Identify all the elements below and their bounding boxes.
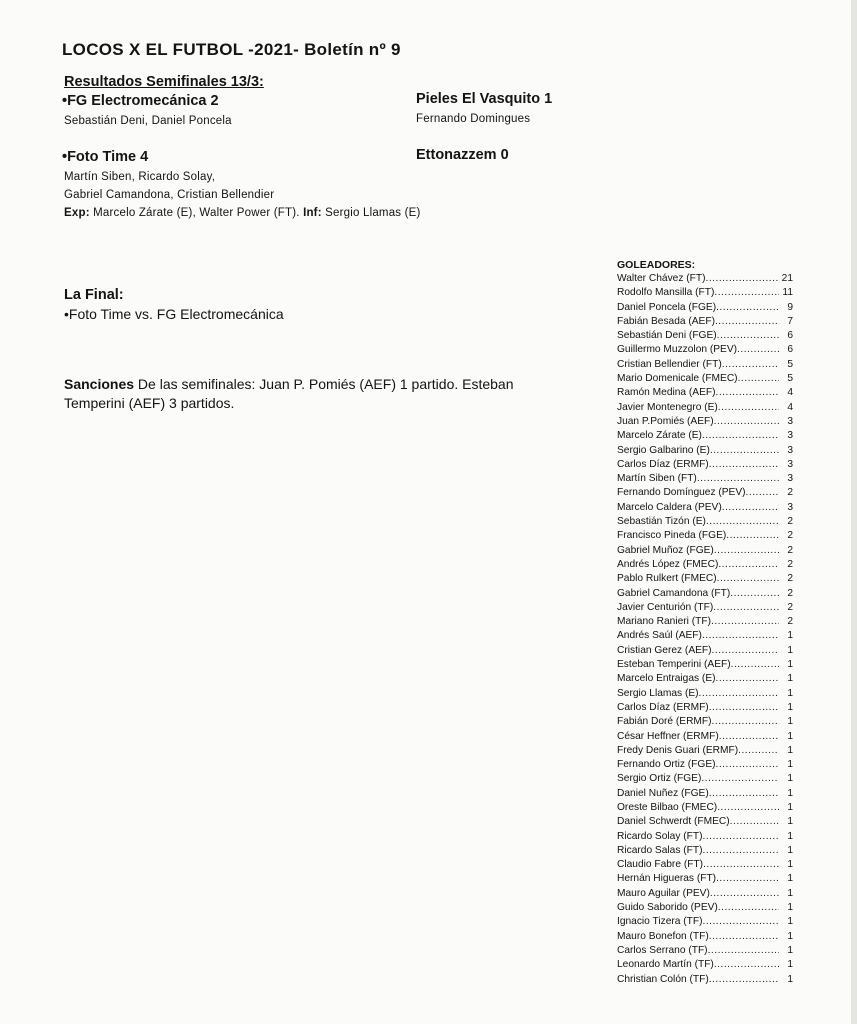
dot-leader <box>716 301 779 315</box>
scorer-row <box>617 587 793 601</box>
scorer-row <box>617 501 793 515</box>
scorer-goals: 6 <box>787 330 793 342</box>
scorer-name: Marcelo Zárate (E) <box>617 430 702 442</box>
scorer-row <box>617 558 793 572</box>
semifinal-2-away-team: Ettonazzem 0 <box>416 147 509 163</box>
semifinal-1-home-team: •FG Electromecánica 2 <box>62 93 219 109</box>
scorer-goals: 1 <box>787 830 793 842</box>
scorer-row <box>617 787 793 801</box>
scorer-row <box>617 858 793 872</box>
dot-leader <box>712 644 779 658</box>
scorer-name: Gabriel Camandona (FT) <box>617 587 731 599</box>
scorer-row <box>617 844 793 858</box>
scorer-name: Hernán Higueras (FT) <box>617 873 717 885</box>
scorer-name: Guillermo Muzzolon (PEV) <box>617 344 738 356</box>
scorer-goals: 1 <box>787 944 793 956</box>
scorer-goals: 3 <box>787 458 793 470</box>
scorer-goals: 5 <box>787 358 793 370</box>
scorer-row <box>617 301 793 315</box>
scorer-name: Ramón Medina (AEF) <box>617 387 716 399</box>
dot-leader <box>709 973 779 987</box>
scorer-name: Sebastián Tizón (E) <box>617 516 706 528</box>
dot-leader <box>709 930 779 944</box>
scorer-row <box>617 372 793 386</box>
scorer-row <box>617 343 793 357</box>
scorer-goals: 1 <box>787 701 793 713</box>
dot-leader <box>726 529 779 543</box>
dot-leader <box>716 672 779 686</box>
scorer-name: Ricardo Salas (FT) <box>617 844 703 856</box>
scorer-name: Javier Centurión (TF) <box>617 601 714 613</box>
scorer-name: Cristian Gerez (AEF) <box>617 644 712 656</box>
scorer-name: Leonardo Martín (TF) <box>617 959 714 971</box>
exp-text: Marcelo Zárate (E), Walter Power (FT). <box>89 207 304 219</box>
dot-leader <box>719 730 779 744</box>
inf-text: Sergio Llamas (E) <box>321 207 421 219</box>
scorer-name: Rodolfo Mansilla (FT) <box>617 287 715 299</box>
dot-leader <box>738 372 779 386</box>
dot-leader <box>718 558 779 572</box>
scorer-goals: 2 <box>787 516 793 528</box>
scorer-goals: 1 <box>787 744 793 756</box>
dot-leader <box>716 872 779 886</box>
bulletin-title: LOCOS X EL FUTBOL -2021- Boletín nº 9 <box>62 40 401 59</box>
scorer-name: Fernando Ortiz (FGE) <box>617 759 716 771</box>
dot-leader <box>706 515 779 529</box>
dot-leader <box>702 629 779 643</box>
scorer-goals: 1 <box>787 887 793 899</box>
scorer-row <box>617 687 793 701</box>
scorer-goals: 1 <box>787 730 793 742</box>
scorer-name: Carlos Díaz (ERMF) <box>617 701 709 713</box>
scorer-name: Marcelo Entraigas (E) <box>617 673 716 685</box>
scorer-name: Christian Colón (TF) <box>617 973 709 985</box>
scorer-name: Walter Chávez (FT) <box>617 273 706 284</box>
scorer-name: Marcelo Caldera (PEV) <box>617 501 722 513</box>
scorer-goals: 7 <box>787 315 793 327</box>
scorer-goals: 1 <box>787 759 793 771</box>
scorer-name: Francisco Pineda (FGE) <box>617 530 727 542</box>
scorer-name: Andrés López (FMEC) <box>617 558 719 570</box>
scorer-name: Fabián Doré (ERMF) <box>617 716 712 728</box>
scorer-row <box>617 801 793 815</box>
scorer-goals: 1 <box>787 630 793 642</box>
scorer-goals: 2 <box>787 616 793 628</box>
dot-leader <box>702 830 779 844</box>
scorer-row <box>617 401 793 415</box>
semifinal-2-scorers-line-2: Gabriel Camandona, Cristian Bellendier <box>64 189 275 201</box>
dot-leader <box>716 386 779 400</box>
dot-leader <box>702 844 779 858</box>
scorer-row <box>617 515 793 529</box>
top-scorers-table <box>617 259 793 987</box>
scorer-name: Daniel Poncela (FGE) <box>617 301 717 313</box>
scorer-goals: 1 <box>787 659 793 671</box>
scorer-row <box>617 572 793 586</box>
scorer-goals: 1 <box>787 716 793 728</box>
dot-leader <box>717 572 779 586</box>
scorer-name: Sebastián Deni (FGE) <box>617 330 717 342</box>
dot-leader <box>712 715 779 729</box>
scorer-row <box>617 629 793 643</box>
scorer-goals: 1 <box>787 644 793 656</box>
scorer-goals: 4 <box>787 387 793 399</box>
dot-leader <box>697 472 779 486</box>
scorer-goals: 1 <box>787 844 793 856</box>
scorer-goals: 9 <box>787 301 793 313</box>
inf-label: Inf: <box>303 207 322 219</box>
dot-leader <box>715 315 779 329</box>
scorer-goals: 6 <box>787 344 793 356</box>
scorer-name: Cristian Bellendier (FT) <box>617 358 722 370</box>
dot-leader <box>714 544 779 558</box>
scorer-goals: 2 <box>787 573 793 585</box>
scorer-row <box>617 658 793 672</box>
sanctions-text: De las semifinales: Juan P. Pomiés (AEF) 1 partido. Esteban Temperini (AEF) 3 partidos. <box>64 376 514 411</box>
dot-leader <box>714 958 779 972</box>
dot-leader <box>714 415 779 429</box>
scorer-goals: 1 <box>787 687 793 699</box>
scorer-name: Daniel Nuñez (FGE) <box>617 787 709 799</box>
scorer-name: Guido Saborido (PEV) <box>617 902 718 914</box>
scorer-name: Carlos Díaz (ERMF) <box>617 458 709 470</box>
top-scorers-heading: GOLEADORES: <box>617 259 696 271</box>
scorer-name: Sergio Ortiz (FGE) <box>617 773 702 785</box>
scorer-name: Juan P.Pomiés (AEF) <box>617 415 714 427</box>
scorer-goals: 3 <box>787 444 793 456</box>
scorer-name: Mauro Aguilar (PEV) <box>617 887 710 899</box>
scorer-goals: 2 <box>787 558 793 570</box>
dot-leader <box>730 815 779 829</box>
scorer-goals: 3 <box>787 415 793 427</box>
scorer-row <box>617 329 793 343</box>
scorer-row <box>617 815 793 829</box>
scorer-row <box>617 701 793 715</box>
scorer-goals: 3 <box>787 501 793 513</box>
scorer-name: Mariano Ranieri (TF) <box>617 616 711 628</box>
scorer-row <box>617 644 793 658</box>
scorer-name: Javier Montenegro (E) <box>617 401 718 413</box>
scorer-name: Oreste Bilbao (FMEC) <box>617 801 718 813</box>
scorer-goals: 1 <box>787 930 793 942</box>
semifinal-2-home-team: •Foto Time 4 <box>62 149 149 165</box>
scorer-name: Esteban Temperini (AEF) <box>617 659 731 671</box>
dot-leader <box>717 801 779 815</box>
page-edge-shadow <box>851 0 857 1024</box>
scorer-name: Fernando Domínguez (PEV) <box>617 487 746 499</box>
scorer-row <box>617 887 793 901</box>
scorer-row <box>617 715 793 729</box>
dot-leader <box>714 286 779 300</box>
scorer-row <box>617 272 793 286</box>
scorer-goals: 5 <box>787 373 793 385</box>
dot-leader <box>713 601 779 615</box>
semifinal-2-cards-line <box>64 204 421 222</box>
scorer-row <box>617 486 793 500</box>
scorer-goals: 1 <box>787 973 793 985</box>
scorer-name: Andrés Saúl (AEF) <box>617 630 702 642</box>
scorer-name: Ricardo Solay (FT) <box>617 830 703 842</box>
sanctions-paragraph <box>64 375 564 413</box>
scorer-row <box>617 544 793 558</box>
scorer-goals: 1 <box>787 916 793 928</box>
semifinal-2-scorers-line-1: Martín Siben, Ricardo Solay, <box>64 171 216 183</box>
dot-leader <box>746 486 779 500</box>
dot-leader <box>731 658 779 672</box>
scorer-goals: 1 <box>787 673 793 685</box>
dot-leader <box>717 329 779 343</box>
dot-leader <box>710 444 779 458</box>
scorer-goals: 4 <box>787 401 793 413</box>
dot-leader <box>709 458 779 472</box>
scorer-row <box>617 744 793 758</box>
scorer-name: Mauro Bonefon (TF) <box>617 930 709 942</box>
top-scorers-list <box>617 272 793 987</box>
dot-leader <box>730 587 779 601</box>
scorer-name: Fredy Denis Guari (ERMF) <box>617 744 739 756</box>
dot-leader <box>701 772 779 786</box>
final-heading: La Final: <box>64 287 124 303</box>
scorer-row <box>617 286 793 300</box>
semifinal-1-home-scorers: Sebastián Deni, Daniel Poncela <box>64 115 232 127</box>
dot-leader <box>709 701 779 715</box>
scorer-row <box>617 458 793 472</box>
dot-leader <box>703 858 779 872</box>
scorer-row <box>617 944 793 958</box>
scorer-goals: 1 <box>787 773 793 785</box>
dot-leader <box>722 501 779 515</box>
dot-leader <box>702 429 779 443</box>
scorer-row <box>617 429 793 443</box>
scorer-row <box>617 872 793 886</box>
scorer-row <box>617 930 793 944</box>
scorer-name: Fabián Besada (AEF) <box>617 315 715 327</box>
dot-leader <box>718 901 779 915</box>
scorer-goals: 1 <box>787 859 793 871</box>
scorer-goals: 1 <box>787 787 793 799</box>
scorer-name: Claudio Fabre (FT) <box>617 859 704 871</box>
dot-leader <box>699 687 779 701</box>
dot-leader <box>708 944 779 958</box>
scorer-row <box>617 758 793 772</box>
scorer-goals: 1 <box>787 902 793 914</box>
scorer-row <box>617 358 793 372</box>
exp-label: Exp: <box>64 207 90 219</box>
dot-leader <box>711 615 779 629</box>
semifinal-1-away-scorers: Fernando Domingues <box>416 113 531 125</box>
scorer-goals: 2 <box>787 487 793 499</box>
scorer-row <box>617 315 793 329</box>
scorer-goals: 1 <box>787 873 793 885</box>
scorer-goals: 2 <box>787 544 793 556</box>
scorer-goals: 3 <box>787 430 793 442</box>
dot-leader <box>722 358 779 372</box>
dot-leader <box>718 401 779 415</box>
scorer-goals: 1 <box>787 816 793 828</box>
scorer-name: Pablo Rulkert (FMEC) <box>617 573 717 585</box>
scorer-row <box>617 973 793 987</box>
scorer-goals: 1 <box>787 801 793 813</box>
scorer-goals: 2 <box>787 601 793 613</box>
scorer-row <box>617 615 793 629</box>
scorer-name: Carlos Serrano (TF) <box>617 944 708 956</box>
results-heading: Resultados Semifinales 13/3: <box>64 74 264 90</box>
scorer-goals: 11 <box>782 287 793 299</box>
scorer-row <box>617 772 793 786</box>
scorer-goals: 21 <box>781 273 793 284</box>
dot-leader <box>710 887 779 901</box>
scorer-row <box>617 730 793 744</box>
scorer-goals: 2 <box>787 587 793 599</box>
scorer-row <box>617 830 793 844</box>
semifinal-2-home-scorers <box>64 168 421 222</box>
scorer-row <box>617 415 793 429</box>
scorer-row <box>617 386 793 400</box>
scorer-row <box>617 672 793 686</box>
scorer-name: Martín Siben (FT) <box>617 473 697 485</box>
scorer-name: Mario Domenicale (FMEC) <box>617 373 738 385</box>
dot-leader <box>737 343 779 357</box>
semifinal-1-away-team: Pieles El Vasquito 1 <box>416 91 553 107</box>
scorer-name: Ignacio Tizera (TF) <box>617 916 703 928</box>
scorer-row <box>617 529 793 543</box>
scorer-row <box>617 915 793 929</box>
scorer-row <box>617 901 793 915</box>
scorer-row <box>617 472 793 486</box>
dot-leader <box>709 787 779 801</box>
scorer-row <box>617 444 793 458</box>
scorer-name: Gabriel Muñoz (FGE) <box>617 544 714 556</box>
dot-leader <box>706 272 780 286</box>
sanctions-label: Sanciones <box>64 376 135 392</box>
scorer-name: Sergio Llamas (E) <box>617 687 699 699</box>
scorer-row <box>617 601 793 615</box>
scorer-name: Daniel Schwerdt (FMEC) <box>617 816 730 828</box>
scorer-name: Sergio Galbarino (E) <box>617 444 710 456</box>
scorer-goals: 2 <box>787 530 793 542</box>
scorer-goals: 3 <box>787 473 793 485</box>
dot-leader <box>702 915 779 929</box>
final-match: •Foto Time vs. FG Electromecánica <box>64 306 284 322</box>
scorer-name: César Heffner (ERMF) <box>617 730 719 742</box>
dot-leader <box>738 744 779 758</box>
dot-leader <box>716 758 779 772</box>
scorer-row <box>617 958 793 972</box>
scorer-goals: 1 <box>787 959 793 971</box>
